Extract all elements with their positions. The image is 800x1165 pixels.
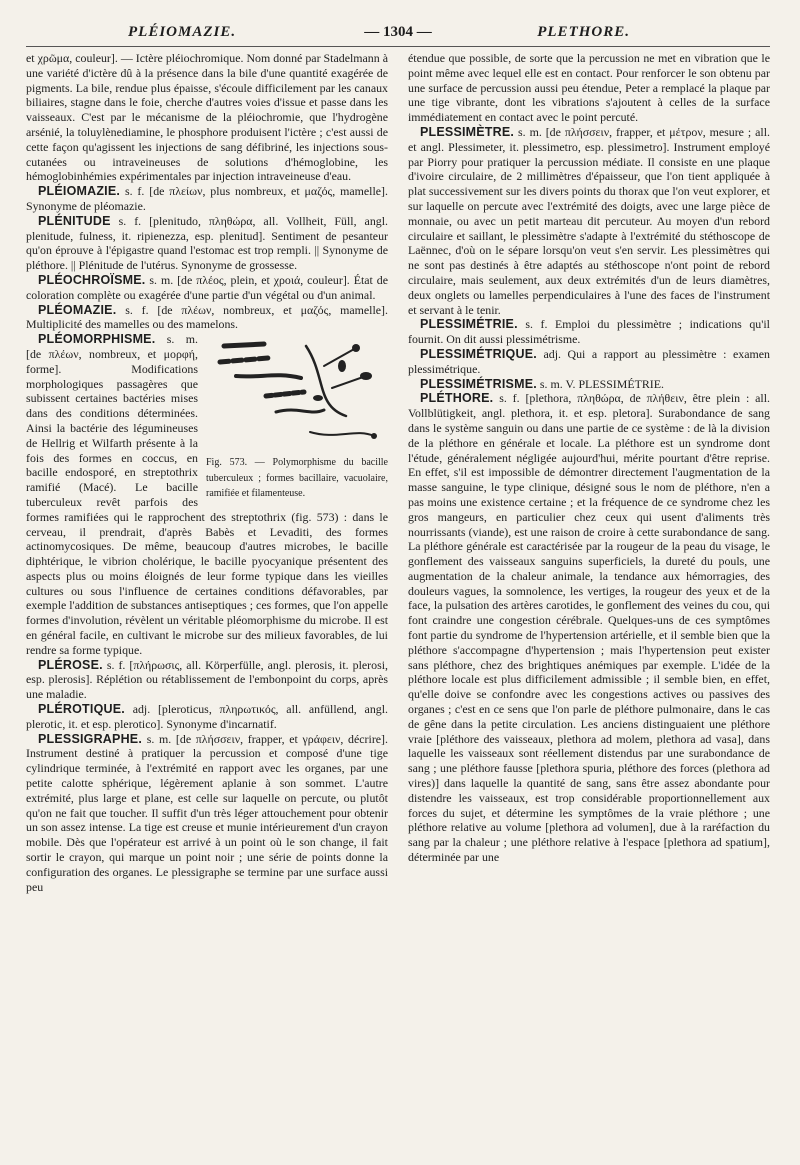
entry-headword: PLESSIMÉTRISME. <box>420 376 537 391</box>
entry-headword: PLESSIMÉTRIE. <box>420 317 518 332</box>
running-head-right: PLETHORE. <box>537 24 630 40</box>
entry-continuation <box>408 51 770 125</box>
entry-headword: PLÉNITUDE <box>38 213 111 228</box>
header-rule <box>26 46 770 47</box>
entry-text: adj. Qui a rapport au plessimètre : examen plessimétrique. <box>408 346 770 376</box>
entry-plessigraphe <box>26 732 388 895</box>
entry-headword: PLÉOMORPHISME. <box>38 332 156 347</box>
entry-headword: PLÉOCHROÏSME. <box>38 272 146 287</box>
entry-plerose <box>26 658 388 702</box>
entry-text: s. f. [plenitudo, πληθώρα, all. Vollheit, Füll, angl. plenitude, fulness, it. ripienezza, esp. plenitud]. Sentiment de pesanteur qu'on éprouve à l'épigastre quand l'estomac est trop rempli. || Synonyme de pléthore. || Plénitude de l'utérus. Synonyme de grossesse. <box>26 213 388 273</box>
entry-headword: PLESSIMÈTRE. <box>420 124 515 139</box>
entry-text: s. f. [de πλείων, plus nombreux, et μαζός, mamelle]. Synonyme de pléomazie. <box>26 184 388 213</box>
entry-plethore <box>408 391 770 865</box>
bacilli-illustration-icon <box>206 336 388 454</box>
entry-headword: PLÉROSE. <box>38 657 103 672</box>
right-column <box>408 51 770 894</box>
entry-continuation <box>26 51 388 184</box>
entry-headword: PLÉIOMAZIE. <box>38 184 121 199</box>
entry-headword: PLESSIGRAPHE. <box>38 731 143 746</box>
entry-headword: PLÉTHORE. <box>420 391 494 406</box>
entry-headword: PLÉROTIQUE. <box>38 702 125 717</box>
entry-text: étendue que possible, de sorte que la percussion ne met en vibration que le point même avec lequel elle est en contact. Pour renforcer le son obtenu par une surface de percussion aussi peu étendue, Peter a remplacé la plaque par une tige vibrante, dont les vibrations s'ajoutent à celles de la surface immédiatement en contact avec le point percuté. <box>408 51 770 125</box>
entry-plessimetrisme <box>408 377 770 392</box>
entry-text: s. f. [πλήρωσις, all. Körperfülle, angl. plerosis, it. plerosi, esp. plerosis]. Réplétion ou rétablissement de l'embonpoint du corps, après une maladie. <box>26 657 388 702</box>
entry-text: s. m. [de πλήσσειν, frapper, et γράφειν, décrire]. Instrument destiné à pratiquer la percussion et composé d'une tige cylindrique terminée, à l'extrémité en rapport avec les organes, par une petite calotte sphérique, légèrement aplanie à son sommet. L'autre extrémité, plus large et plane, est celle sur laquelle on percute, ou plutôt qu'on ne fait que toucher. Il suffit d'un très léger attouchement pour obtenir un son assez intense. La tige est creuse et munie intérieurement d'un crayon mobile. Dès que l'opérateur est arrivé à un point où le son change, il fait sortir le crayon, qui marque un point noir ; une série de points donne la configuration des organes. Le plessigraphe se termine par une surface aussi peu <box>26 731 388 894</box>
entry-text: s. f. [de πλέων, nombreux, et μαζός, mamelle]. Multiplicité des mamelles ou des mamelons. <box>26 302 388 332</box>
entry-text: s. m. [de πλέος, plein, et χροιά, couleur]. État de coloration complète ou exagérée d'une partie d'un végétal ou d'un animal. <box>26 272 388 302</box>
page-number: — 1304 — <box>364 24 432 40</box>
entry-plerotique <box>26 702 388 732</box>
entry-text: s. m. [de πλέων, nombreux, et μορφή, forme]. Modifications morphologiques passagères que subissent certaines bactéries mises dans des conditions déterminées. Ainsi la bactérie des légumineuses de Hellrig et Wilfarth présente à la fois des formes en coccus, en bacille endosporé, en streptothrix ramifié (Macé). Le bacille tuberculeux revêt parfois des formes ramifiées qui le rapprochent des streptothrix (fig. 573) : dans le cerveau, il prendrait, d'après Babès et Levaditi, des formes actinomycosiques. De même, beaucoup d'autres microbes, le bacille diphtérique, le vibrion cholérique, le bacille pyocyanique présentent des aspects plus ou moins éloignés de leur forme typique dans les vieilles cultures ou sous l'influence de certaines conditions défavorables, par exemple l'addition de substances antiseptiques ; ces formes, que l'on appelle formes d'involution, révèlent un véritable pléomorphisme du microbe. Il est en général facile, en cultivant le microbe sur des milieux favorables, de lui rendre sa forme typique. <box>26 332 388 657</box>
running-head-left: PLÉIOMAZIE. <box>128 24 237 40</box>
entry-text: s. m. [de πλήσσειν, frapper, et μέτρον, mesure ; all. et angl. Plessimeter, it. plessimetro, esp. plessimetro]. Instrument employé par Piorry pour pratiquer la percussion médiate. Il consiste en une plaque d'ivoire circulaire, de 2 millimètres d'épaisseur, que l'on tient appliquée à plat successivement sur les divers points du thorax que l'on veut explorer, et sur laquelle on percute avec l'extrémité des doigts, avec une large pièce de monnaie, ou avec un petit marteau dit percuteur. Au moyen d'un rebord circulaire et saillant, le plessimètre s'adapte à l'extrémité du stéthoscope de Laënnec, d'où on le sépare lorsqu'on veut s'en servir. Les plessimètres qui ne sont pas destinés à être adaptés au stéthoscope n'ont point de rebord circulaire, mais seulement, aux deux extrémités d'un de leurs diamètres, deux onglets ou lamelles perpendiculaires à l'une des faces de l'instrument et servant à le tenir. <box>408 124 770 317</box>
entry-pleomorphisme <box>26 332 388 658</box>
entry-plessimetrique <box>408 347 770 377</box>
text-columns <box>26 51 770 894</box>
entry-pleiomazie <box>26 184 388 214</box>
entry-text: s. f. [plethora, πληθώρα, de πλήθειν, être plein : all. Vollblütigkeit, angl. plethora, it. et esp. pletora]. Surabondance de sang dans le système sanguin ou dans une partie de ce système : de là la division de la pléthore en générale et locale. La pléthore est un syndrome dont l'étude, généralement négligée aujourd'hui, mérite pourtant d'être reprise. En effet, s'il est impossible de démontrer directement l'augmentation de la masse sanguine, le type clinique, désigné sous le nom de pléthore, n'en a pas moins une existence certaine ; et la fréquence de ce syndrome chez les gros mangeurs, en particulier chez ceux qui usent d'aliments très nourrissants (viande), est une raison de croire à cette surabondance de sang. La pléthore générale est caractérisée par la rougeur de la peau du visage, le gonflement des vaisseaux sanguins superficiels, la dureté du pouls, une augmentation de la chaleur animale, la tendance aux hémorragies, des douleurs vagues, la somnolence, les vertiges, la rougeur des yeux et de la face, la pulsation des artères carotides, le gonflement des veines du cou, qui font craindre une congestion cérébrale. Quelques-uns de ces symptômes font partie du syndrome de l'hypertension artérielle, et il semble bien que la pléthore s'accompagne d'hypertension ; mais l'hypertension peut exister sans pléthore, chez des brightiques anémiques par exemple. L'idée de la pléthore locale est plus difficilement admissible ; il semble bien, en effet, qu'elle doive se confondre avec les congestions actives ou passives des organes ; c'est en ce sens que l'on parle de pléthore pulmonaire, dans le cas de gêne dans la petite circulation. Les anciens distinguaient une pléthore vraie [pléthore des vaisseaux, plethora ad molem, plethora ad vasa], dans laquelle les vaisseaux sont réellement distendus par une surabondance de sang ; une pléthore fausse [plethora spuria, pléthore des forces (plethora ad vires)] dans laquelle la quantité de sang, sans être assez abondante pour distendre les vaisseaux, est trop considérable proportionnellement aux forces du sujet, et détermine les symptômes de la vraie pléthore ; une pléthore relative au volume [plethora ad volumen], due à la raréfaction du sang par la chaleur ; une pléthore relative à l'espace [plethora ad spatium], déterminée par une <box>408 391 770 865</box>
entry-text: et χρῶμα, couleur]. — Ictère pléiochromique. Nom donné par Stadelmann à une variété d'ictère dû à la présence dans la bile d'une quantité exagérée de pigments. La bile, rendue plus épaisse, s'écoule difficilement par les canaux biliaires, stagne dans le foie, cherche d'autres voies d'issue et passe dans les vaisseaux. C'est par le mécanisme de la pléiochromie, que l'hydrogène arsénié, la toluylènediamine, le phosphore produisent l'ictère ; c'est aussi de cette façon qu'agissent les injections de sang défibriné, les injections sous-cutanées ou intraveineuses de solutions d'hémoglobine, les hémoglobinhémies expérimentales par injection intraveineuse d'eau. <box>26 51 388 184</box>
left-column <box>26 51 388 894</box>
entry-plessimetrie <box>408 317 770 347</box>
entry-pleomazie <box>26 303 388 333</box>
page-header <box>26 22 770 44</box>
figure-caption: Fig. 573. — Polymorphisme du bacille tuberculeux ; formes bacillaire, vacuolaire, ramifiée et filamenteuse. <box>206 457 388 500</box>
entry-pleochroisme <box>26 273 388 303</box>
entry-plessimetre <box>408 125 770 317</box>
entry-plenitude <box>26 214 388 273</box>
entry-text: adj. [pleroticus, πληρωτικός, all. anfüllend, angl. plerotic, it. et esp. plerotico]. Synonyme d'incarnatif. <box>26 702 388 731</box>
entry-text: s. f. Emploi du plessimètre ; indications qu'il fournit. On dit aussi plessimétrisme. <box>408 317 770 347</box>
figure-573 <box>206 336 388 501</box>
entry-headword: PLESSIMÉTRIQUE. <box>420 346 537 361</box>
entry-text: s. m. V. PLESSIMÉTRIE. <box>539 376 664 391</box>
entry-headword: PLÉOMAZIE. <box>38 302 117 317</box>
